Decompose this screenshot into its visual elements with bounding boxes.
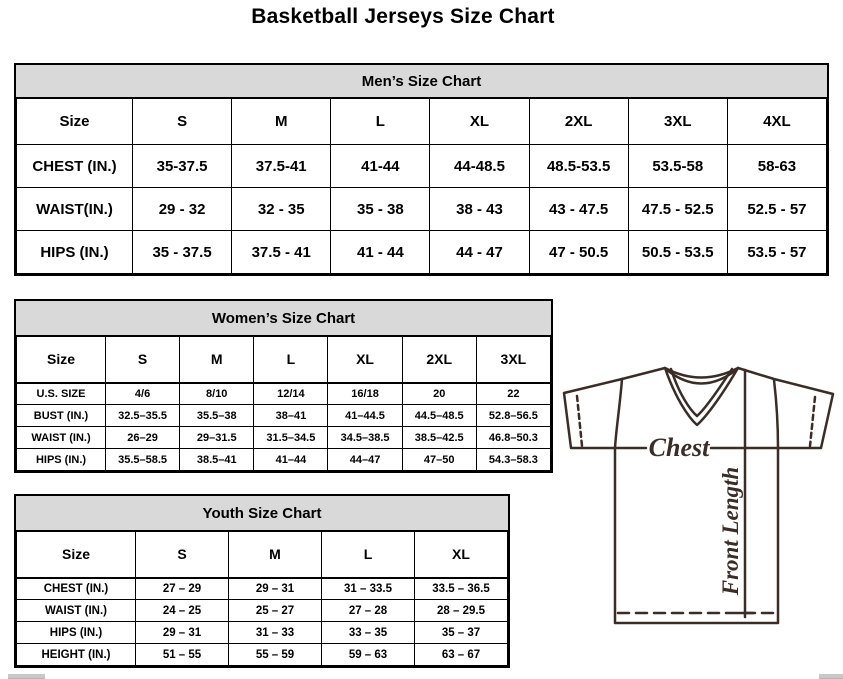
table-row: [17, 600, 508, 622]
size-value-cell: 53.5 - 57: [727, 231, 826, 274]
size-column-header: Size: [17, 532, 136, 578]
size-value-cell: 35.5–58.5: [106, 449, 180, 471]
youth-size-chart: [14, 494, 510, 668]
size-value-cell: 50.5 - 53.5: [628, 231, 727, 274]
size-value-cell: 8/10: [180, 383, 254, 405]
size-value-cell: 37.5-41: [232, 145, 331, 188]
womens-size-table: [16, 336, 551, 471]
womens-chart-caption: Women’s Size Chart: [16, 301, 551, 336]
armhole-seam-right: [774, 380, 778, 448]
size-value-cell: 38–41: [254, 405, 328, 427]
size-value-cell: 12/14: [254, 383, 328, 405]
sleeve-cuff-dash-right: [810, 397, 815, 446]
size-value-cell: 22: [476, 383, 550, 405]
size-value-cell: 33.5 – 36.5: [415, 578, 508, 600]
row-label: U.S. SIZE: [17, 383, 106, 405]
size-value-cell: 38.5–42.5: [402, 427, 476, 449]
row-label: WAIST(IN.): [17, 188, 133, 231]
size-value-cell: 20: [402, 383, 476, 405]
row-label: CHEST (IN.): [17, 145, 133, 188]
table-row: [17, 405, 551, 427]
table-row: [17, 427, 551, 449]
size-value-cell: 24 – 25: [136, 600, 229, 622]
column-header: S: [136, 532, 229, 578]
column-header: 3XL: [628, 99, 727, 145]
table-row: [17, 145, 827, 188]
size-value-cell: 31.5–34.5: [254, 427, 328, 449]
size-value-cell: 44-48.5: [430, 145, 529, 188]
size-value-cell: 52.8–56.5: [476, 405, 550, 427]
table-row: [17, 449, 551, 471]
size-value-cell: 26–29: [106, 427, 180, 449]
size-value-cell: 16/18: [328, 383, 402, 405]
size-value-cell: 58-63: [727, 145, 826, 188]
column-header: M: [229, 532, 322, 578]
row-label: WAIST (IN.): [17, 427, 106, 449]
size-value-cell: 32 - 35: [232, 188, 331, 231]
size-value-cell: 35 – 37: [415, 622, 508, 644]
row-label: HIPS (IN.): [17, 622, 136, 644]
size-value-cell: 41-44: [331, 145, 430, 188]
size-value-cell: 52.5 - 57: [727, 188, 826, 231]
row-label: HEIGHT (IN.): [17, 644, 136, 666]
youth-chart-caption: Youth Size Chart: [16, 496, 508, 531]
size-value-cell: 44 - 47: [430, 231, 529, 274]
size-value-cell: 34.5–38.5: [328, 427, 402, 449]
size-value-cell: 35-37.5: [133, 145, 232, 188]
armhole-seam-left: [615, 379, 622, 448]
chest-label: Chest: [648, 433, 710, 462]
scrollbar-fragment-right[interactable]: [819, 674, 843, 679]
jersey-measurement-diagram: [558, 355, 843, 627]
jersey-outline: [564, 368, 833, 623]
column-header: L: [254, 337, 328, 383]
size-value-cell: 28 – 29.5: [415, 600, 508, 622]
front-length-label: Front Length: [718, 466, 743, 596]
size-value-cell: 51 – 55: [136, 644, 229, 666]
size-value-cell: 53.5-58: [628, 145, 727, 188]
size-value-cell: 35.5–38: [180, 405, 254, 427]
size-value-cell: 59 – 63: [322, 644, 415, 666]
column-header: XL: [415, 532, 508, 578]
size-value-cell: 44.5–48.5: [402, 405, 476, 427]
size-value-cell: 47–50: [402, 449, 476, 471]
scrollbar-fragment-left[interactable]: [8, 674, 45, 679]
size-value-cell: 4/6: [106, 383, 180, 405]
header-row: [17, 99, 827, 145]
row-label: HIPS (IN.): [17, 449, 106, 471]
column-header: L: [331, 99, 430, 145]
size-value-cell: 41–44.5: [328, 405, 402, 427]
column-header: M: [180, 337, 254, 383]
size-value-cell: 46.8–50.3: [476, 427, 550, 449]
table-row: [17, 578, 508, 600]
womens-size-chart: [14, 299, 553, 473]
size-value-cell: 38 - 43: [430, 188, 529, 231]
row-label: HIPS (IN.): [17, 231, 133, 274]
size-value-cell: 41–44: [254, 449, 328, 471]
mens-size-table: [16, 98, 827, 274]
row-label: BUST (IN.): [17, 405, 106, 427]
column-header: S: [133, 99, 232, 145]
table-row: [17, 188, 827, 231]
size-column-header: Size: [17, 99, 133, 145]
header-row: [17, 532, 508, 578]
youth-size-table: [16, 531, 508, 666]
column-header: XL: [430, 99, 529, 145]
mens-size-chart: [14, 63, 829, 276]
size-value-cell: 29–31.5: [180, 427, 254, 449]
size-value-cell: 29 – 31: [229, 578, 322, 600]
size-value-cell: 25 – 27: [229, 600, 322, 622]
page-title: Basketball Jerseys Size Chart: [251, 5, 555, 28]
size-value-cell: 43 - 47.5: [529, 188, 628, 231]
size-value-cell: 27 – 28: [322, 600, 415, 622]
row-label: CHEST (IN.): [17, 578, 136, 600]
size-value-cell: 47 - 50.5: [529, 231, 628, 274]
size-value-cell: 33 – 35: [322, 622, 415, 644]
column-header: 3XL: [476, 337, 550, 383]
column-header: S: [106, 337, 180, 383]
column-header: XL: [328, 337, 402, 383]
size-value-cell: 29 – 31: [136, 622, 229, 644]
size-value-cell: 41 - 44: [331, 231, 430, 274]
sleeve-cuff-dash-left: [577, 396, 582, 446]
row-label: WAIST (IN.): [17, 600, 136, 622]
size-value-cell: 35 - 38: [331, 188, 430, 231]
table-row: [17, 622, 508, 644]
size-value-cell: 38.5–41: [180, 449, 254, 471]
column-header: 4XL: [727, 99, 826, 145]
table-row: [17, 383, 551, 405]
size-value-cell: 29 - 32: [133, 188, 232, 231]
size-value-cell: 44–47: [328, 449, 402, 471]
size-value-cell: 47.5 - 52.5: [628, 188, 727, 231]
header-row: [17, 337, 551, 383]
size-column-header: Size: [17, 337, 106, 383]
column-header: M: [232, 99, 331, 145]
size-value-cell: 48.5-53.5: [529, 145, 628, 188]
column-header: 2XL: [529, 99, 628, 145]
size-value-cell: 37.5 - 41: [232, 231, 331, 274]
column-header: L: [322, 532, 415, 578]
size-value-cell: 32.5–35.5: [106, 405, 180, 427]
table-row: [17, 231, 827, 274]
size-value-cell: 55 – 59: [229, 644, 322, 666]
column-header: 2XL: [402, 337, 476, 383]
mens-chart-caption: Men’s Size Chart: [16, 65, 827, 98]
size-value-cell: 31 – 33.5: [322, 578, 415, 600]
size-value-cell: 27 – 29: [136, 578, 229, 600]
table-row: [17, 644, 508, 666]
size-value-cell: 54.3–58.3: [476, 449, 550, 471]
size-value-cell: 63 – 67: [415, 644, 508, 666]
size-value-cell: 31 – 33: [229, 622, 322, 644]
size-value-cell: 35 - 37.5: [133, 231, 232, 274]
